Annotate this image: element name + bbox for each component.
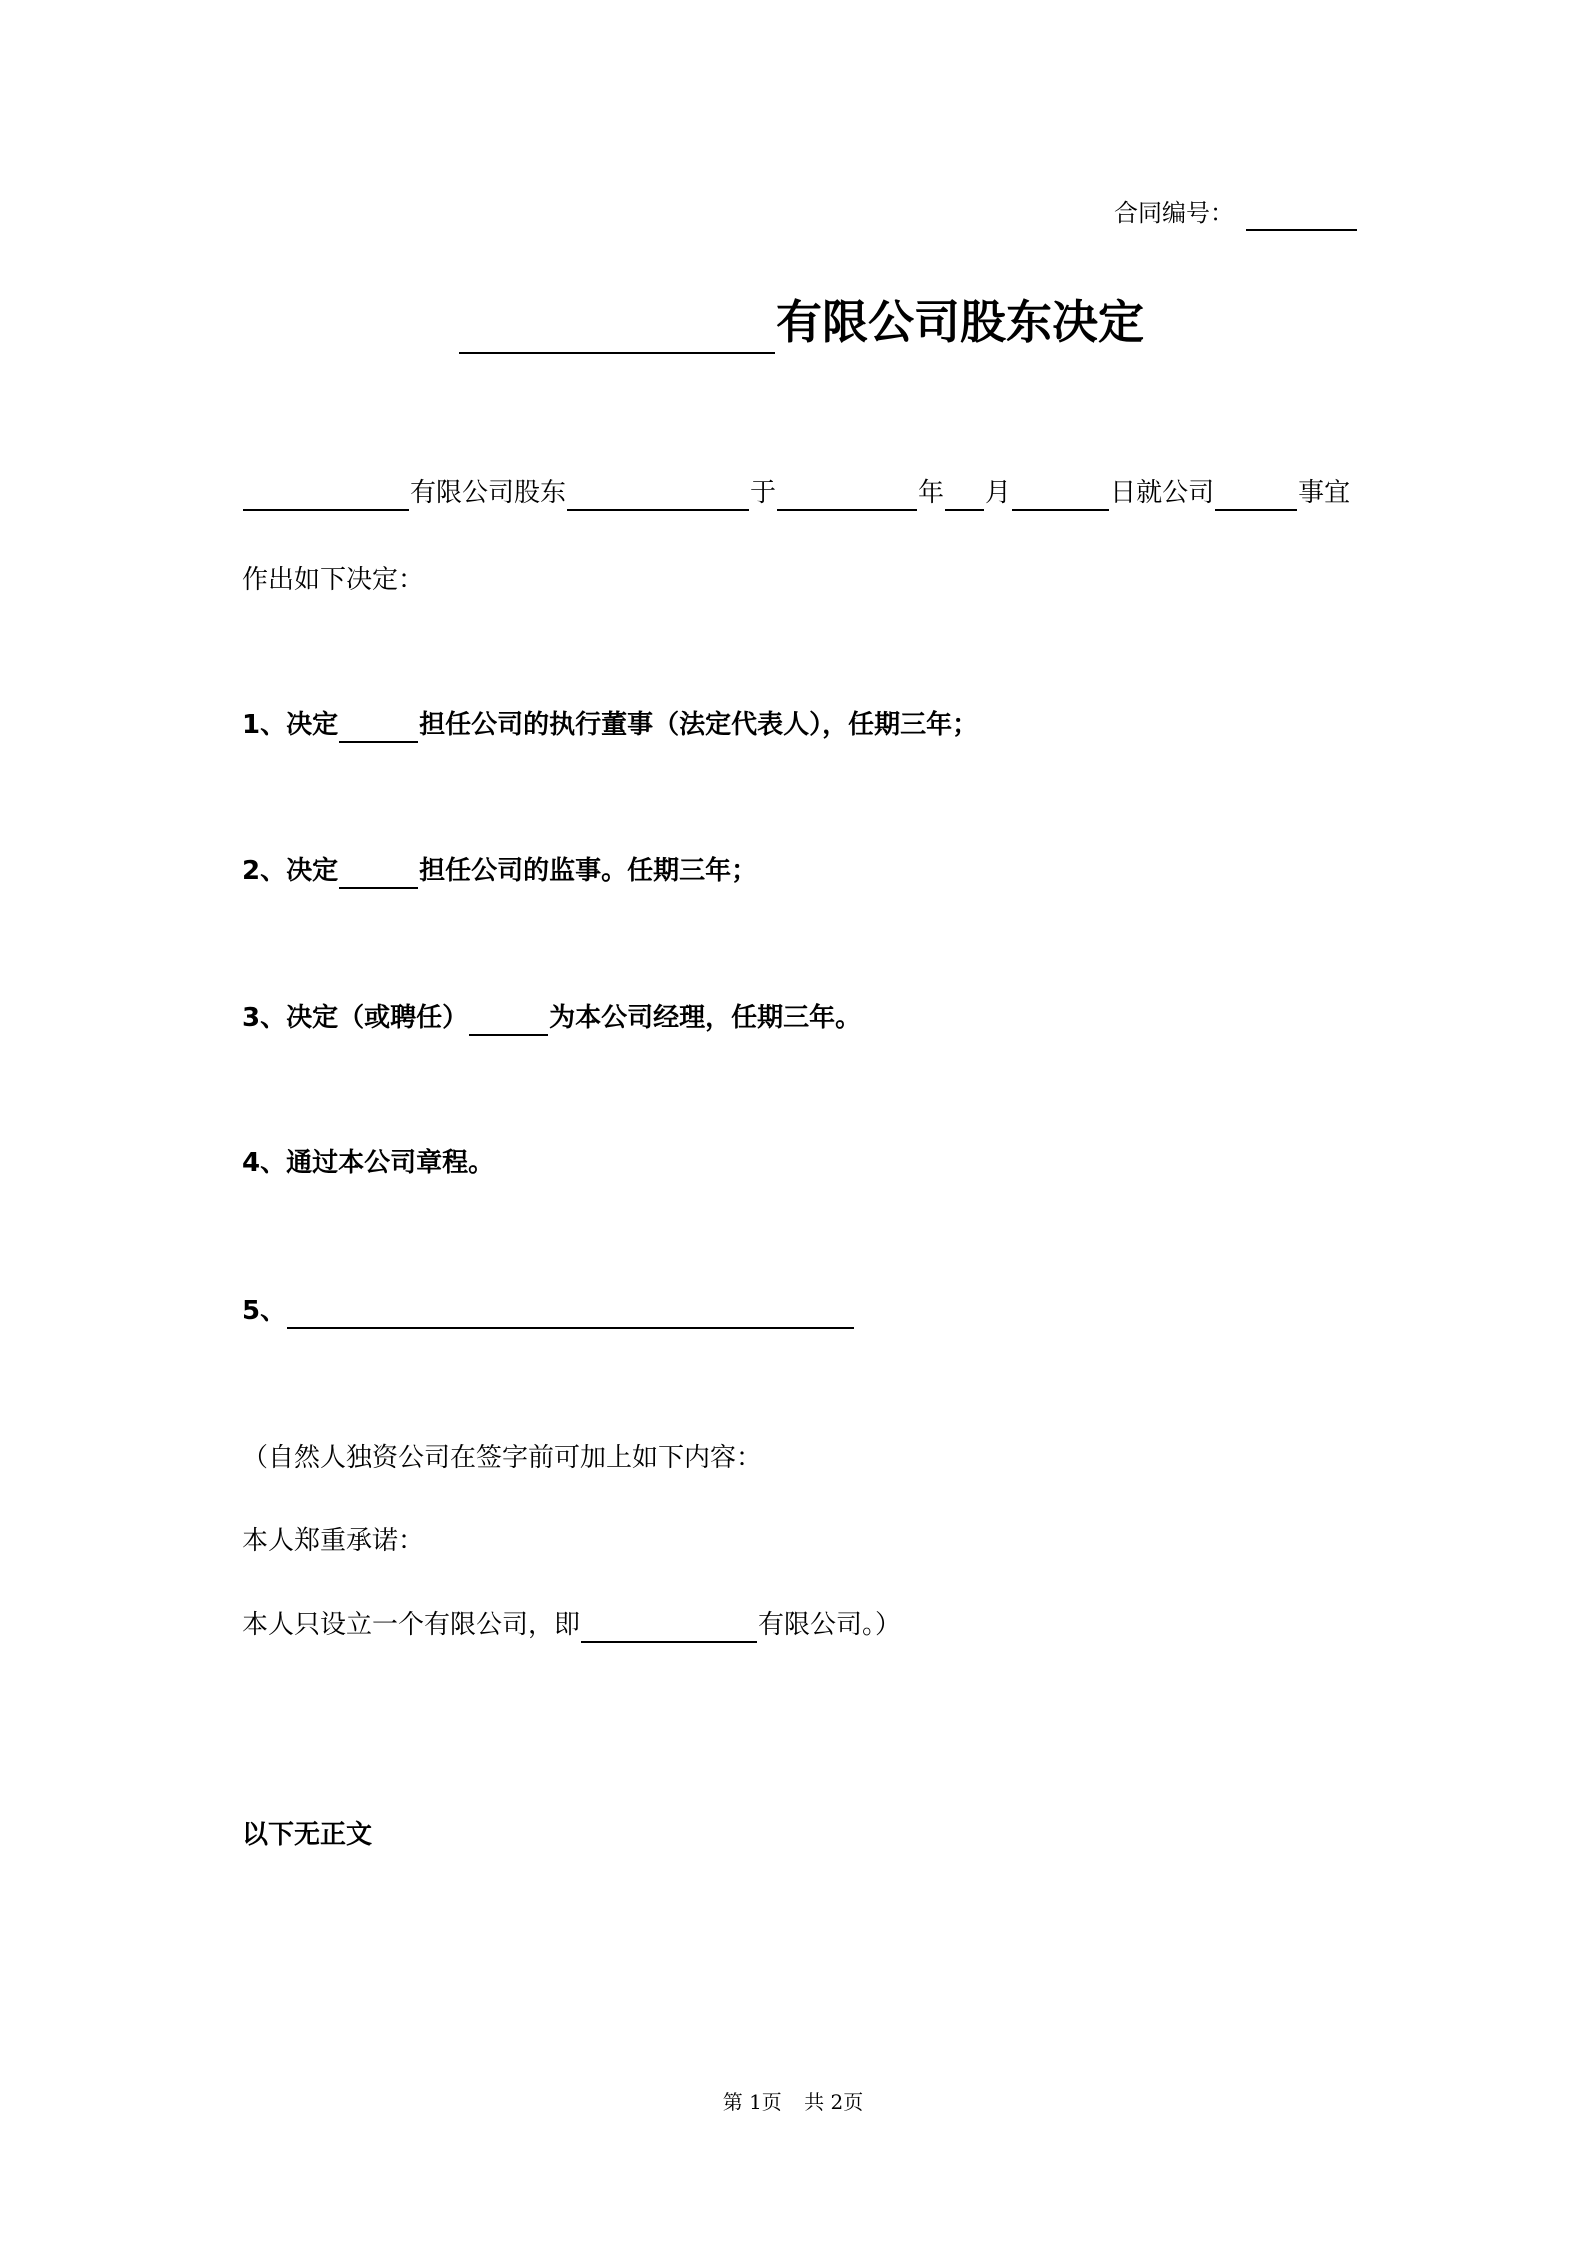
note-line-1: [242, 1440, 762, 1476]
year-blank: [777, 475, 917, 511]
note-text-suffix: 有限公司。）: [758, 1610, 902, 1640]
intro-line: [242, 475, 1350, 511]
decision-text: 4、通过本公司章程。: [242, 1148, 495, 1178]
note-text-prefix: 本人只设立一个有限公司，即: [242, 1610, 581, 1640]
intro-text-decide: 作出如下决定：: [242, 565, 425, 595]
intro-text-shareholder: 有限公司股东: [410, 478, 567, 508]
page-total: 共 2页: [804, 2090, 864, 2114]
page-number: 第 1页: [722, 2090, 782, 2114]
decision-prefix: 1、决定: [242, 710, 339, 740]
day-blank: [1012, 475, 1109, 511]
intro-text-at: 于: [750, 478, 777, 508]
director-name-blank: [339, 707, 418, 743]
contract-number-row: [1114, 195, 1358, 231]
shareholder-blank: [567, 475, 749, 511]
contract-number-label: 合同编号：: [1114, 199, 1234, 227]
decision-item-2: [242, 853, 757, 889]
contract-number-blank: [1246, 195, 1357, 231]
manager-name-blank: [469, 1000, 548, 1036]
decision-suffix: 担任公司的监事。任期三年；: [419, 856, 758, 886]
decision-item-3: [242, 1000, 861, 1036]
end-of-text: [242, 1817, 372, 1853]
supervisor-name-blank: [339, 853, 418, 889]
decision-prefix: 3、决定（或聘任）: [242, 1003, 469, 1033]
document-title: [458, 290, 1144, 354]
month-blank: [945, 475, 984, 511]
intro-line-2: [242, 562, 424, 598]
decision-prefix: 5、: [242, 1296, 287, 1326]
intro-text-year: 年: [918, 478, 945, 508]
decision-suffix: 为本公司经理，任期三年。: [549, 1003, 862, 1033]
note-text: 本人郑重承诺：: [242, 1526, 425, 1556]
decision-prefix: 2、决定: [242, 856, 339, 886]
note-line-2: [242, 1523, 424, 1559]
decision-item-4: [242, 1145, 494, 1181]
company-blank: [243, 475, 409, 511]
intro-text-month: 月: [985, 478, 1012, 508]
other-decision-blank: [287, 1293, 854, 1329]
company-name-blank: [459, 290, 775, 354]
sole-company-blank: [581, 1607, 757, 1643]
intro-text-day: 日就公司: [1110, 478, 1215, 508]
decision-item-1: [242, 707, 978, 743]
page-footer: [0, 2088, 1586, 2116]
intro-text-matter: 事宜: [1298, 478, 1351, 508]
note-text: （自然人独资公司在签字前可加上如下内容：: [242, 1443, 763, 1473]
end-text: 以下无正文: [242, 1820, 373, 1850]
note-line-3: [242, 1607, 901, 1643]
matter-blank: [1215, 475, 1297, 511]
decision-suffix: 担任公司的执行董事（法定代表人），任期三年；: [419, 710, 979, 740]
decision-item-5: [242, 1293, 855, 1329]
title-text: 有限公司股东决定: [776, 295, 1144, 349]
